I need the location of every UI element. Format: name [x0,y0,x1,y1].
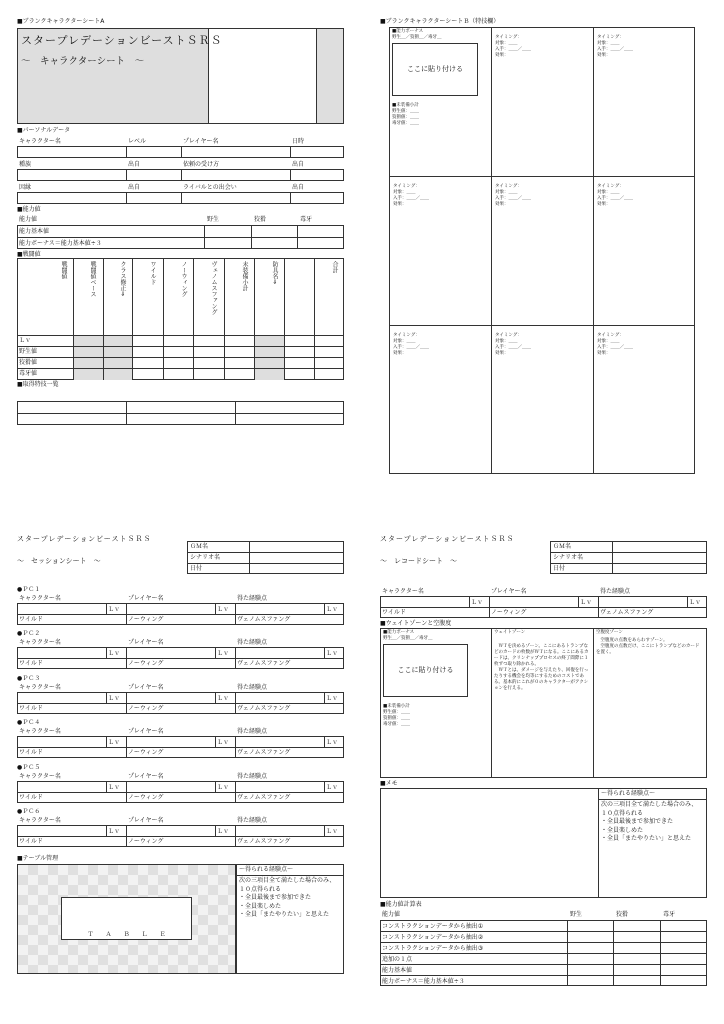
record-player-label: プレイヤー名 [491,588,527,595]
calc-row-label: 能力ボーナス＝能力基本値÷３ [382,978,465,985]
battle-col: 合計 [331,261,338,273]
battle-col: 防具名⇒ [271,261,278,285]
zone-sub-line: 狡猾値：＿＿ [383,716,410,721]
calc-row-label: コンストラクションデータから抽出③ [382,945,484,952]
pc-char-label: キャラクター名 [19,728,61,735]
calc-cunning: 狡猾 [616,911,629,918]
pc-label: ●ＰＣ４ [17,719,41,726]
label-date: 日時 [292,138,305,145]
pc-lv: Ｌｖ [108,784,121,791]
pc-exp-label: 得た経験点 [237,817,268,824]
session-title: スタープレデーションビーストＳＲＳ [17,535,152,543]
skill-cell-target: 対象：＿＿ [393,339,416,344]
pc-label: ●ＰＣ３ [17,675,41,682]
skill-cell-target: 対象：＿＿ [393,190,416,195]
hunger-title: 空腹度ゾーン [596,630,623,635]
wait-text: ＷＴを決めるゾーン。ここにあるトランプなどのカードの枚数がＷＴになる。ここにあるカードは、クリンナッププロセスの終了間際に１枚ずつ取り除かれる。 ＷＴとは、ダメージを与えたり、回復を行ったりする機会を均等にするためのコストである。基本的にこれが０のキャラクターがアクションを行える。 [494,644,589,691]
personal-heading: ■パーソナルデータ [17,127,71,134]
pc-player-label: プレイヤー名 [128,639,164,646]
memo-heading: ■メモ [380,780,398,787]
pc-player-label: プレイヤー名 [128,773,164,780]
pc-venom: ヴェノムスファング [237,705,291,712]
zone-card-bonus: ■能力ボーナス [383,630,415,635]
calc-row-label: 能力基本値 [382,967,413,974]
skill-cell-effect: 効果： [597,351,611,356]
pc-wild: ワイルド [19,705,43,712]
skill-cell-timing: タイミング： [597,184,624,189]
pc-player-label: プレイヤー名 [128,728,164,735]
zone-sub-label: ■未装備小計 [383,704,410,709]
record-nowing: ノーウィング [491,609,527,616]
ability-cunning: 狡猾 [254,216,267,223]
calc-fang: 毒牙 [663,911,676,918]
skill-cell-cost: 入手：＿＿／＿＿ [393,196,429,201]
calc-heading: ■能力値計算表 [380,901,422,908]
skill-cell-timing: タイミング： [597,333,624,338]
skill-cell-target: 対象：＿＿ [597,190,620,195]
pc-venom: ヴェノムスファング [237,616,291,623]
battle-col: 未装備小計 [241,261,248,291]
ability-col-label: 能力値 [19,216,38,223]
pc-player-label: プレイヤー名 [128,684,164,691]
session-date-label: 日付 [190,565,203,572]
skill-cell-cost: 入手：＿＿／＿＿ [495,345,531,350]
pc-lv: Ｌｖ [108,606,121,613]
pc-exp-label: 得た経験点 [237,595,268,602]
portrait-area [208,28,317,124]
skill-cell-effect: 効果： [495,351,509,356]
zone-sub-line: 野生値：＿＿ [383,710,410,715]
pc-nowing: ノーウィング [128,749,164,756]
pc-exp-label: 得た経験点 [237,684,268,691]
pc-venom: ヴェノムスファング [237,749,291,756]
pc-player-label: プレイヤー名 [128,595,164,602]
pc-player-label: プレイヤー名 [128,817,164,824]
pc-venom: ヴェノムスファング [237,660,291,667]
pc-wild: ワイルド [19,794,43,801]
pc-label: ●ＰＣ２ [17,630,41,637]
record-exp-title: ～得られる経験点～ [601,790,656,797]
pc-lv: Ｌｖ [326,695,339,702]
skill-cell-timing: タイミング： [495,184,522,189]
label-rival: ライバルとの出会い [183,184,237,191]
record-exp-text: 次の三項目全て満たした場合のみ、１０点得られる ・全員最後まで参加できた ・全員楽しめた ・全員「またやりたい」と思えた [601,801,698,842]
label-player: プレイヤー名 [183,138,219,145]
skill-cell-effect: 効果： [495,53,509,58]
pc-nowing: ノーウィング [128,660,164,667]
sheet-a-subtitle: ～ キャラクターシート ～ [21,56,145,67]
battle-row-label: 野生値 [19,348,38,355]
skill-cell-effect: 効果： [597,202,611,207]
skill-cell-effect: 効果： [393,351,407,356]
record-venom: ヴェノムスファング [600,609,654,616]
battle-row-label: Ｌｖ [19,337,32,344]
pc-lv: Ｌｖ [217,695,230,702]
label-origin: 出自 [128,184,141,191]
pc-lv: Ｌｖ [217,606,230,613]
pc-exp-label: 得た経験点 [237,728,268,735]
pc-lv: Ｌｖ [326,739,339,746]
pc-nowing: ノーウィング [128,838,164,845]
session-exp-text: 次の三項目全て満たした場合のみ、１０点得られる ・全員最後まで参加できた ・全員楽しめた ・全員「またやりたい」と思えた [239,877,336,918]
record-wild: ワイルド [382,609,406,616]
battle-col: 戦闘値 [60,261,67,279]
pc-label: ●ＰＣ１ [17,586,41,593]
label-char-name: キャラクター名 [19,138,61,145]
hunger-text: 空腹度の点数をあらわすゾーン。 空腹度の点数だけ、ここにトランプなどのカードを置く。 [596,638,700,655]
pc-lv: Ｌｖ [326,650,339,657]
battle-heading: ■戦闘値 [17,251,41,258]
calc-row-label: コンストラクションデータから抽出① [382,923,484,930]
pc-wild: ワイルド [19,838,43,845]
ability-row-bonus: 能力ボーナス＝能力基本値÷３ [19,240,102,247]
pc-lv: Ｌｖ [326,784,339,791]
record-gm-label: ＧＭ名 [553,543,572,550]
card-sub-line: 毒牙値：＿＿ [392,121,419,126]
pc-venom: ヴェノムスファング [237,794,291,801]
skill-cell-timing: タイミング： [393,333,420,338]
ability-heading: ■能力値 [17,206,41,213]
skill-cell-effect: 効果： [393,202,407,207]
battle-col: 戦闘値ベース [89,261,96,297]
skill-cell-target: 対象：＿＿ [597,41,620,46]
zone-paste-label: ここに貼り付ける [397,666,454,674]
label-origin: 出自 [292,184,305,191]
card-bonus-label: ■能力ボーナス [392,29,424,34]
calc-row-label: 追加の１点 [382,956,413,963]
pc-lv: Ｌｖ [108,828,121,835]
card-sub-line: 狡猾値：＿＿ [392,115,419,120]
battle-row-label: 狡猾値 [19,359,38,366]
skill-cell-cost: 入手：＿＿／＿＿ [495,196,531,201]
pc-char-label: キャラクター名 [19,639,61,646]
zone-heading: ■ウェイトゾーンと空腹度 [380,620,452,627]
pc-lv: Ｌｖ [326,828,339,835]
sheet-a-title: スタープレデーションビーストＳＲＳ [21,34,223,47]
skill-cell-effect: 効果： [597,53,611,58]
pc-label: ●ＰＣ６ [17,808,41,815]
skill-cell-target: 対象：＿＿ [495,41,518,46]
record-lv: Ｌｖ [689,599,702,606]
pc-lv: Ｌｖ [326,606,339,613]
pc-wild: ワイルド [19,660,43,667]
card-sub-label: ■未装備小計 [392,103,419,108]
pc-label: ●ＰＣ５ [17,764,41,771]
card-sub-line: 野生値：＿＿ [392,109,419,114]
zone-sub-line: 毒牙値：＿＿ [383,722,410,727]
battle-row-label: 毒牙値 [19,370,38,377]
skill-cell-timing: タイミング： [597,35,624,40]
record-exp-label: 得た経験点 [600,588,631,595]
calc-wild: 野生 [570,911,583,918]
battle-col: クラス修正⇒ [119,261,126,297]
label-reason: 依頼の受け方 [183,161,220,168]
pc-nowing: ノーウィング [128,794,164,801]
skill-cell-target: 対象：＿＿ [495,190,518,195]
label-origin: 出自 [292,161,305,168]
skill-cell-cost: 入手：＿＿／＿＿ [393,345,429,350]
pc-lv: Ｌｖ [217,784,230,791]
record-lv: Ｌｖ [471,599,484,606]
record-lv: Ｌｖ [580,599,593,606]
pc-venom: ヴェノムスファング [237,838,291,845]
sheet-b-label: ■ブランクキャラクターシートＢ（特技欄） [380,18,500,25]
ability-wild: 野生 [207,216,220,223]
session-gm-label: ＧＭ名 [190,543,209,550]
wait-title: ウェイトゾーン [494,630,526,635]
label-fate: 因縁 [19,184,32,191]
session-scenario-label: シナリオ名 [190,554,220,561]
skill-cell-timing: タイミング： [495,35,522,40]
card-paste-label: ここに貼り付ける [407,65,463,73]
skill-cell-target: 対象：＿＿ [495,339,518,344]
pc-lv: Ｌｖ [217,739,230,746]
pc-exp-label: 得た経験点 [237,639,268,646]
pc-nowing: ノーウィング [128,616,164,623]
sheet-a-label: ■ブランクキャラクターシートA [17,18,105,25]
skill-cell-timing: タイミング： [393,184,420,189]
battle-col: ノーウィング [180,261,187,297]
record-date-label: 日付 [553,565,566,572]
calc-col-label: 能力値 [382,911,401,918]
label-race: 種族 [19,161,32,168]
pc-char-label: キャラクター名 [19,773,61,780]
pc-wild: ワイルド [19,616,43,623]
battle-col: ヴェノムスファング [210,261,217,315]
card-bonus-values: 野生＿／狡猾＿／毒牙＿ [392,35,442,40]
pc-lv: Ｌｖ [217,650,230,657]
record-subtitle: ～ レコードシート ～ [380,557,457,565]
ability-fang: 毒牙 [300,216,313,223]
pc-lv: Ｌｖ [108,739,121,746]
pc-exp-label: 得た経験点 [237,773,268,780]
skills-heading: ■取得特技一覧 [17,381,59,388]
pc-nowing: ノーウィング [128,705,164,712]
skill-cell-cost: 入手：＿＿／＿＿ [495,47,531,52]
battle-col: ワイルド [149,261,156,285]
calc-row-label: コンストラクションデータから抽出② [382,934,484,941]
pc-lv: Ｌｖ [108,695,121,702]
table-word: Ｔ Ａ Ｂ Ｌ Ｅ [87,931,166,938]
session-exp-title: ～得られる経験点～ [239,866,294,873]
pc-char-label: キャラクター名 [19,817,61,824]
skill-cell-cost: 入手：＿＿／＿＿ [597,196,633,201]
label-level: レベル [128,138,147,145]
skill-cell-effect: 効果： [495,202,509,207]
pc-char-label: キャラクター名 [19,595,61,602]
zone-card-values: 野生＿／狡猾＿／毒牙＿ [383,636,433,641]
skill-cell-cost: 入手：＿＿／＿＿ [597,47,633,52]
pc-lv: Ｌｖ [108,650,121,657]
record-title: スタープレデーションビーストＳＲＳ [380,535,515,543]
pc-lv: Ｌｖ [217,828,230,835]
pc-char-label: キャラクター名 [19,684,61,691]
skill-cell-target: 対象：＿＿ [597,339,620,344]
skill-cell-cost: 入手：＿＿／＿＿ [597,345,633,350]
label-origin: 出自 [128,161,141,168]
session-subtitle: ～ セッションシート ～ [17,557,101,565]
record-scenario-label: シナリオ名 [553,554,583,561]
record-char-label: キャラクター名 [382,588,424,595]
ability-row-base: 能力基本値 [19,228,50,235]
table-heading: ■テーブル管理 [17,855,59,862]
skill-cell-timing: タイミング： [495,333,522,338]
pc-wild: ワイルド [19,749,43,756]
